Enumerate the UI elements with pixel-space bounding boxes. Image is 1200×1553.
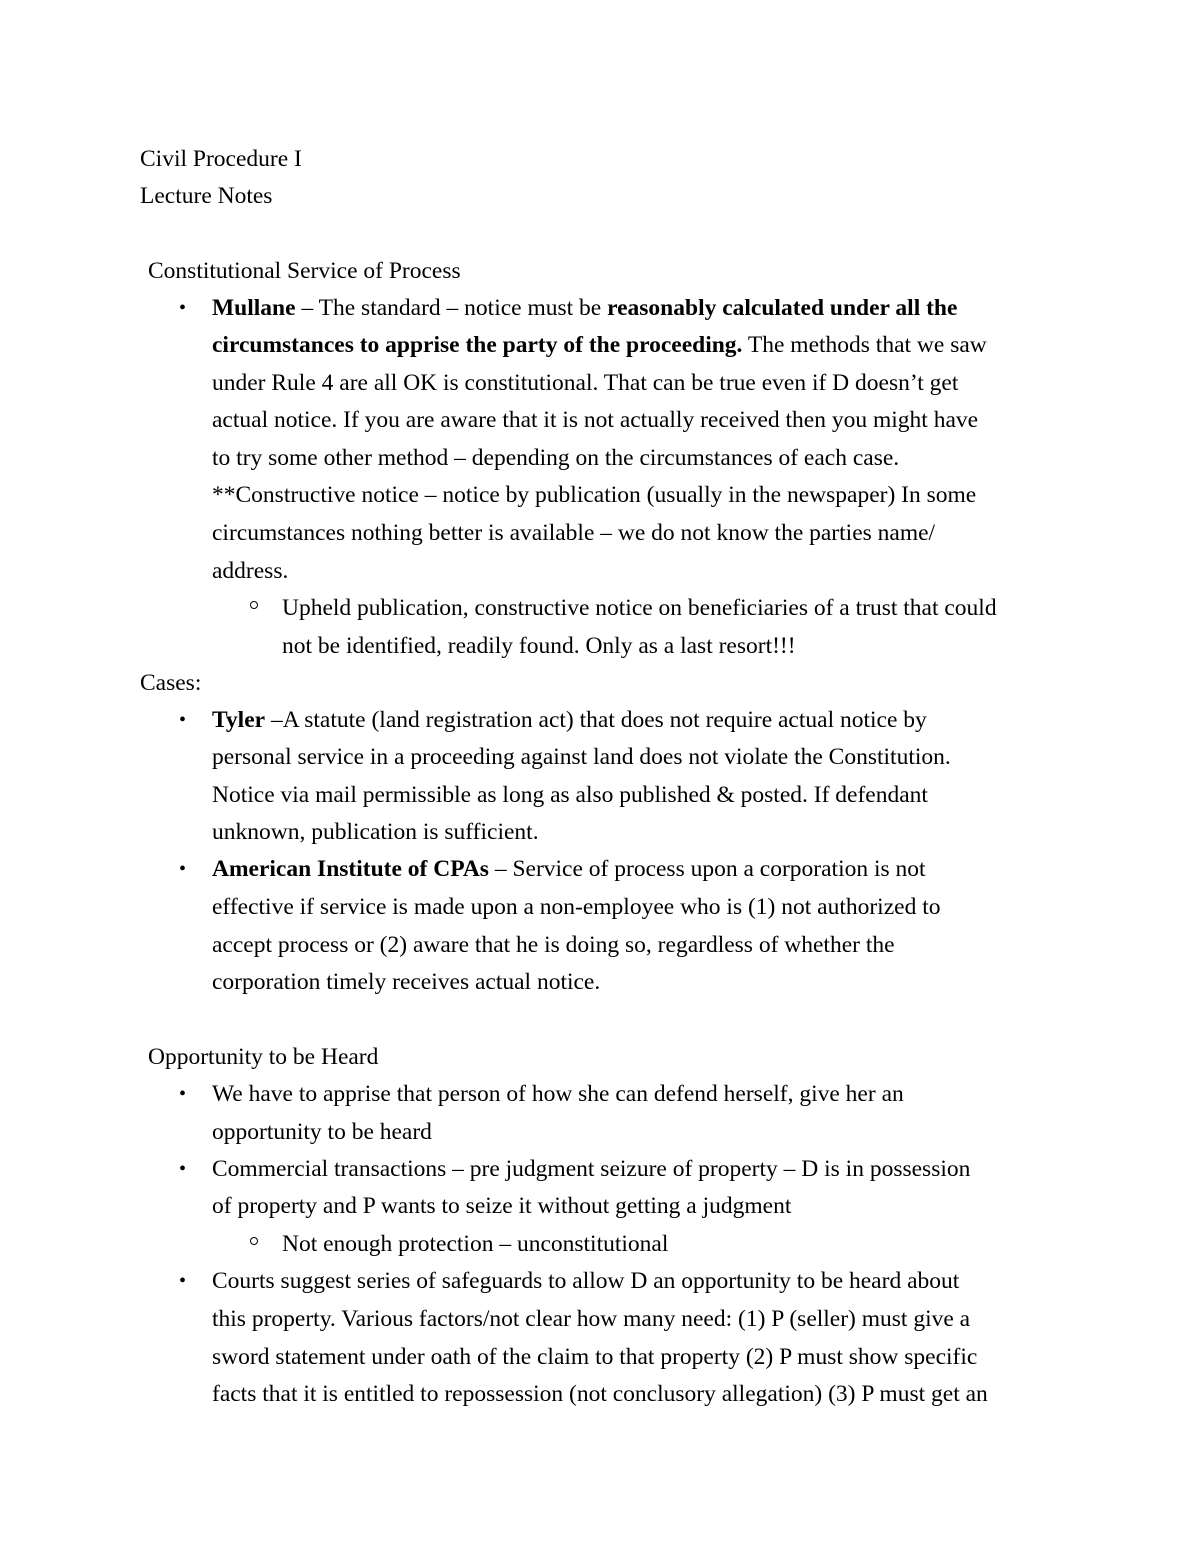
bullet-icon: •	[179, 858, 187, 880]
mullane-sub-line-2: not be identified, readily found. Only as a last resort!!!	[282, 633, 796, 659]
opportunity-bullet-3-line-2: this property. Various factors/not clear how many need: (1) P (seller) must give a	[212, 1306, 971, 1332]
mullane-line-4: actual notice. If you are aware that it is not actually received then you might have	[212, 407, 979, 433]
case-name-mullane: Mullane	[212, 295, 296, 321]
section-heading-service: Constitutional Service of Process	[148, 258, 461, 284]
sub-bullet-circle-icon	[250, 1237, 258, 1245]
aicpa-line-1: American Institute of CPAs – Service of process upon a corporation is not	[212, 856, 926, 882]
bullet-icon: •	[179, 1270, 187, 1292]
tyler-line-4: unknown, publication is sufficient.	[212, 819, 539, 845]
mullane-line-2: circumstances to apprise the party of the proceeding. The methods that we saw	[212, 332, 987, 358]
tyler-line-3: Notice via mail permissible as long as also published & posted. If defendant	[212, 782, 928, 808]
opportunity-bullet-3-line-1: Courts suggest series of safeguards to allow D an opportunity to be heard about	[212, 1268, 960, 1294]
case-name-aicpa: American Institute of CPAs	[212, 856, 489, 882]
aicpa-line-3: accept process or (2) aware that he is doing so, regardless of whether the	[212, 932, 895, 958]
mullane-line-8: address.	[212, 558, 289, 584]
bullet-icon: •	[179, 709, 187, 731]
opportunity-bullet-2-line-2: of property and P wants to seize it without getting a judgment	[212, 1193, 792, 1219]
opportunity-bullet-1-line-1: We have to apprise that person of how she can defend herself, give her an	[212, 1081, 904, 1107]
aicpa-line-4: corporation timely receives actual notice.	[212, 969, 601, 995]
sub-bullet-circle-icon	[250, 601, 258, 609]
opportunity-sub-bullet: Not enough protection – unconstitutional	[282, 1231, 669, 1257]
tyler-line-2: personal service in a proceeding against land does not violate the Constitution.	[212, 744, 951, 770]
bullet-icon: •	[179, 1158, 187, 1180]
bullet-icon: •	[179, 1083, 187, 1105]
mullane-line-1: Mullane – The standard – notice must be reasonably calculated under all the	[212, 295, 958, 321]
case-name-tyler: Tyler	[212, 707, 266, 733]
cases-label: Cases:	[140, 670, 202, 696]
mullane-sub-line-1: Upheld publication, constructive notice on beneficiaries of a trust that could	[282, 595, 997, 621]
mullane-line-3: under Rule 4 are all OK is constitutional. That can be true even if D doesn’t get	[212, 370, 959, 396]
section-heading-opportunity: Opportunity to be Heard	[148, 1044, 379, 1070]
opportunity-bullet-1-line-2: opportunity to be heard	[212, 1119, 432, 1145]
mullane-line-6: **Constructive notice – notice by publication (usually in the newspaper) In some	[212, 482, 977, 508]
opportunity-bullet-3-line-3: sword statement under oath of the claim to that property (2) P must show specific	[212, 1344, 978, 1370]
mullane-line-5: to try some other method – depending on the circumstances of each case.	[212, 445, 900, 471]
opportunity-bullet-3-line-4: facts that it is entitled to repossession (not conclusory allegation) (3) P must get an	[212, 1381, 988, 1407]
document-subtitle: Lecture Notes	[140, 183, 273, 209]
bullet-icon: •	[179, 297, 187, 319]
opportunity-bullet-2-line-1: Commercial transactions – pre judgment seizure of property – D is in possession	[212, 1156, 971, 1182]
mullane-line-7: circumstances nothing better is available – we do not know the parties name/	[212, 520, 936, 546]
aicpa-line-2: effective if service is made upon a non-employee who is (1) not authorized to	[212, 894, 941, 920]
tyler-line-1: Tyler –A statute (land registration act) that does not require actual notice by	[212, 707, 927, 733]
document-title: Civil Procedure I	[140, 146, 302, 172]
